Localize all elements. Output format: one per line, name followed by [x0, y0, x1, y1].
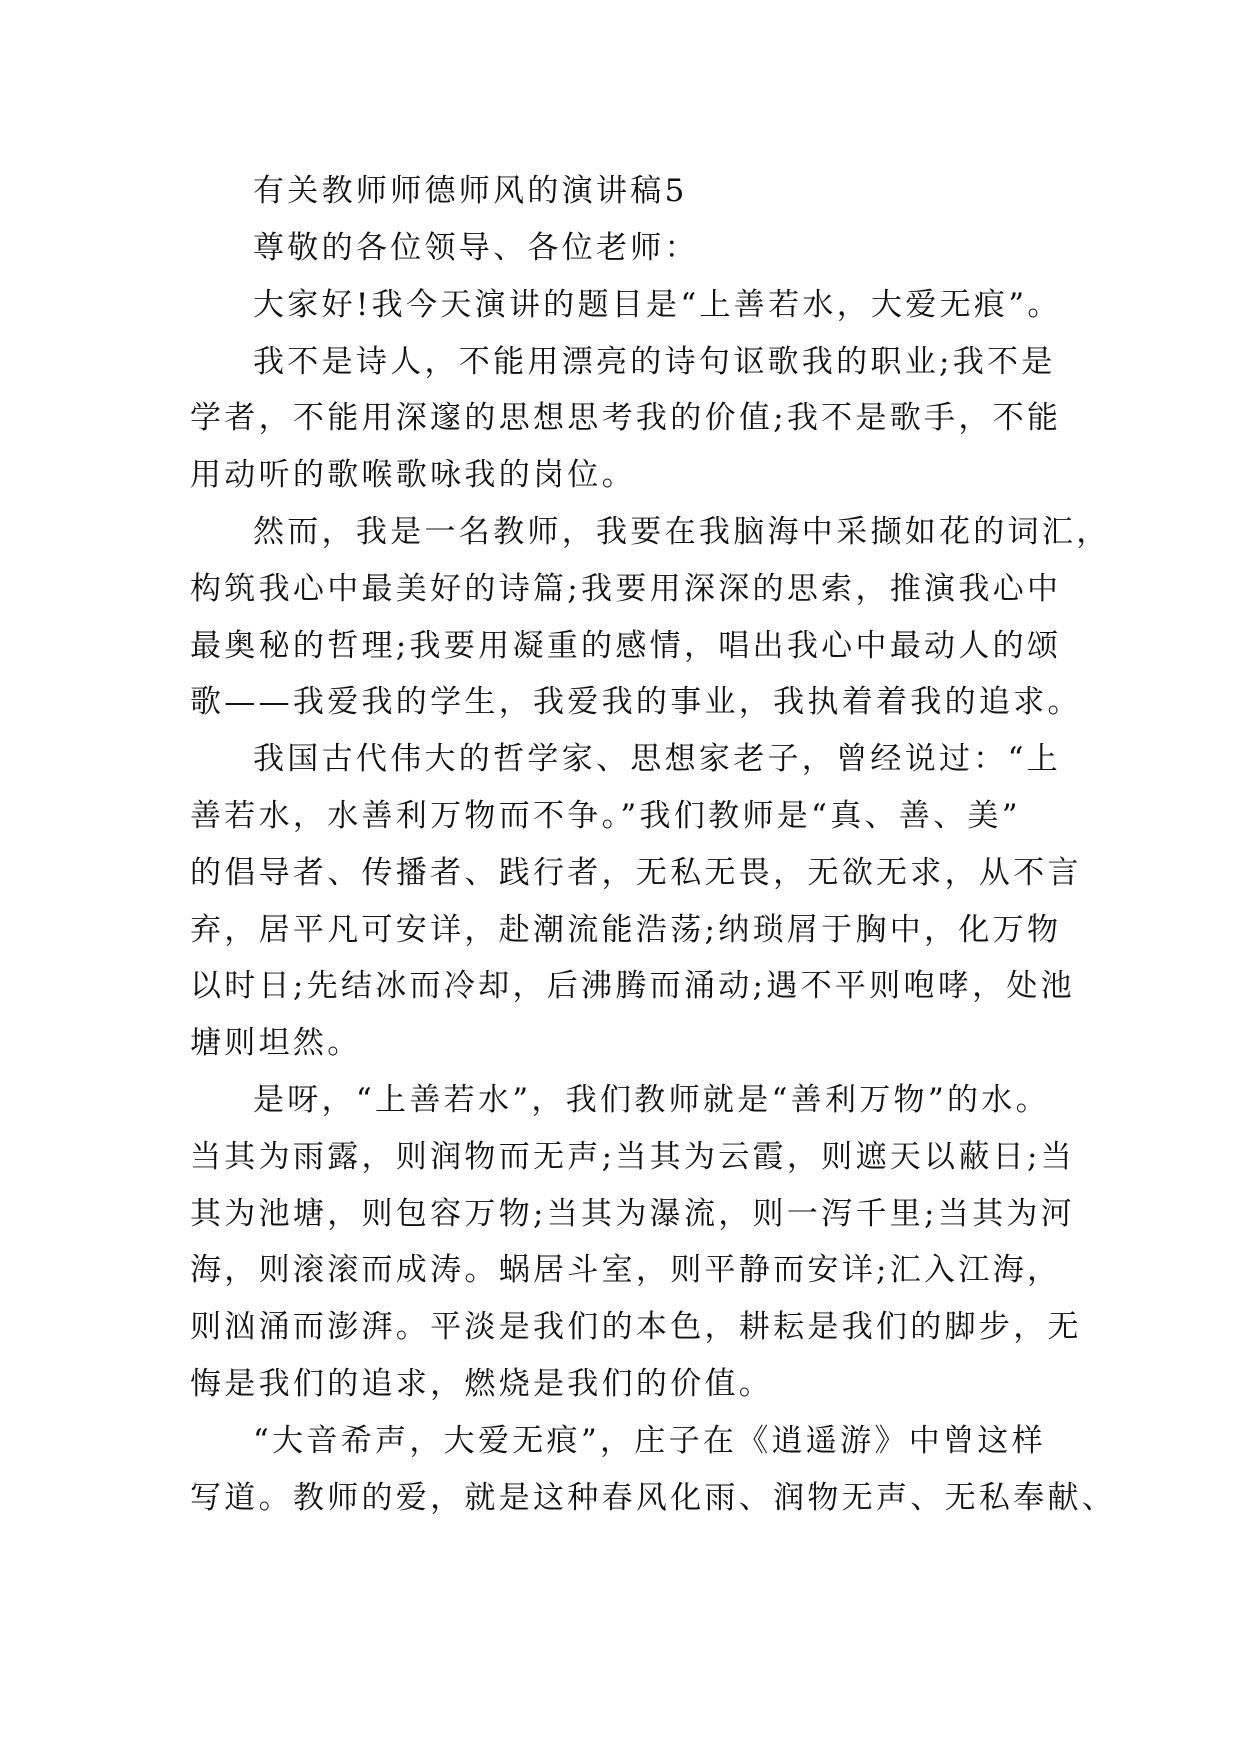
text-line: 我国古代伟大的哲学家、思想家老子，曾经说过：“上 [253, 741, 1062, 777]
text-line: 用动听的歌喉歌咏我的岗位。 [190, 457, 636, 493]
text-line: 我不是诗人，不能用漂亮的诗句讴歌我的职业;我不是 [253, 344, 1056, 380]
text-line: 当其为雨露，则润物而无声;当其为云霞，则遮天以蔽日;当 [190, 1139, 1075, 1175]
text-line: 塘则坦然。 [190, 1025, 362, 1061]
text-line: 学者，不能用深邃的思想思考我的价值;我不是歌手，不能 [190, 400, 1062, 436]
salutation-line: 尊敬的各位领导、各位老师： [253, 230, 699, 266]
text-line: 其为池塘，则包容万物;当其为瀑流，则一泻千里;当其为河 [190, 1196, 1075, 1232]
text-line: 写道。教师的爱，就是这种春风化雨、润物无声、无私奉献、 [190, 1480, 1117, 1516]
text-line: 构筑我心中最美好的诗篇;我要用深深的思索，推演我心中 [190, 571, 1062, 607]
text-line: 大家好!我今天演讲的题目是“上善若水，大爱无痕”。 [253, 287, 1062, 323]
text-line: 弃，居平凡可安详，赴潮流能浩荡;纳琐屑于胸中，化万物 [190, 912, 1062, 948]
text-line: 善若水，水善利万物而不争。”我们教师是“真、善、美” [190, 798, 1021, 834]
document-title: 有关教师师德师风的演讲稿5 [253, 173, 688, 209]
text-line: 悔是我们的追求，燃烧是我们的价值。 [190, 1366, 774, 1402]
text-line: “大音希声，大爱无痕”，庄子在《逍遥游》中曾这样 [253, 1423, 1046, 1459]
text-line: 歌——我爱我的学生，我爱我的事业，我执着着我的追求。 [190, 684, 1082, 720]
text-line: 然而，我是一名教师，我要在我脑海中采撷如花的词汇， [253, 514, 1111, 550]
text-line: 以时日;先结冰而冷却，后沸腾而涌动;遇不平则咆哮，处池 [190, 968, 1075, 1004]
text-line: 的倡导者、传播者、践行者，无私无畏，无欲无求，从不言 [190, 855, 1082, 891]
text-line: 是呀，“上善若水”，我们教师就是“善利万物”的水。 [253, 1082, 1050, 1118]
text-line: 海，则滚滚而成涛。蜗居斗室，则平静而安详;汇入江海， [190, 1252, 1062, 1288]
text-line: 则汹涌而澎湃。平淡是我们的本色，耕耘是我们的脚步，无 [190, 1309, 1082, 1345]
text-line: 最奥秘的哲理;我要用凝重的感情，唱出我心中最动人的颂 [190, 628, 1062, 664]
